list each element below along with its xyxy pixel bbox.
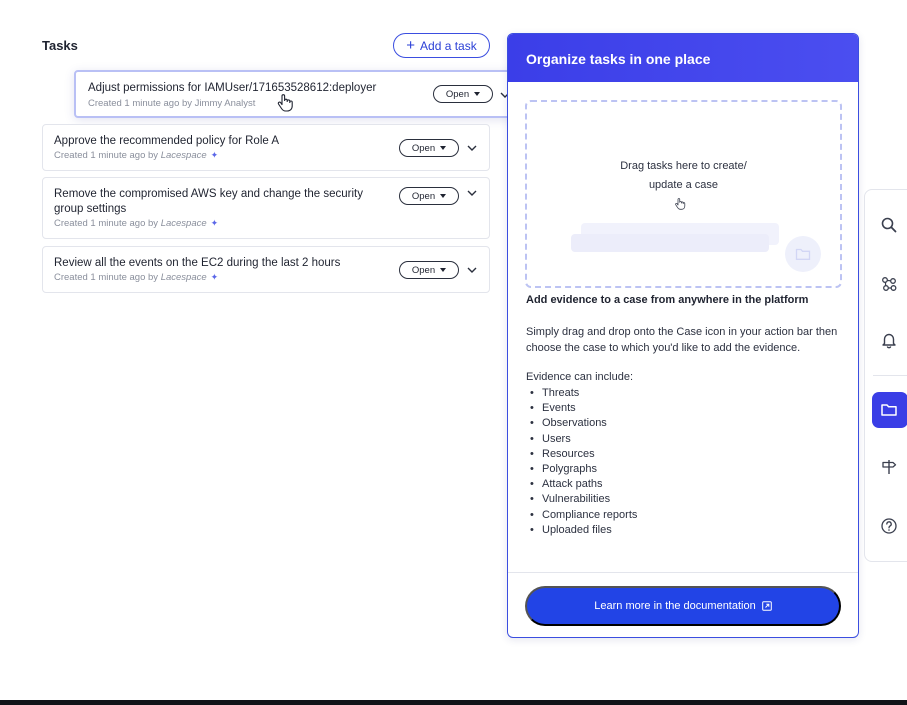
sparkle-icon: ✦ xyxy=(210,150,219,160)
list-item: • Uploaded files xyxy=(526,523,637,538)
sparkle-icon: ✦ xyxy=(210,218,219,228)
task-title: Review all the events on the EC2 during the last 2 hours xyxy=(54,257,341,269)
task-meta: Created 1 minute ago by Lacespace ✦ xyxy=(54,150,219,161)
divider xyxy=(508,572,858,573)
task-card[interactable] xyxy=(42,124,490,171)
chevron-down-icon[interactable] xyxy=(466,264,478,276)
status-dropdown[interactable] xyxy=(399,139,459,157)
external-link-icon xyxy=(762,601,772,611)
status-label: Open xyxy=(411,142,436,154)
folder-icon[interactable] xyxy=(880,401,898,419)
list-item: • Observations xyxy=(526,416,637,431)
list-item: • Polygraphs xyxy=(526,462,637,477)
signpost-icon[interactable] xyxy=(880,458,898,476)
task-card[interactable] xyxy=(42,246,490,293)
help-icon[interactable] xyxy=(880,517,898,535)
sparkle-icon: ✦ xyxy=(210,272,219,282)
status-label: Open xyxy=(411,190,436,202)
search-icon[interactable] xyxy=(880,216,898,234)
folder-icon xyxy=(785,236,821,272)
divider xyxy=(873,375,907,376)
caret-down-icon xyxy=(474,92,480,96)
evidence-description: Simply drag and drop onto the Case icon in your action bar then choose the case to which you'd like to add the evidence. xyxy=(526,326,838,354)
chevron-down-icon[interactable] xyxy=(466,187,478,199)
task-meta: Created 1 minute ago by Lacespace ✦ xyxy=(54,272,219,283)
list-item: • Threats xyxy=(526,386,637,401)
task-card[interactable] xyxy=(42,177,490,239)
hand-icon xyxy=(674,197,686,211)
status-label: Open xyxy=(445,88,470,100)
hand-cursor-icon xyxy=(276,93,294,113)
plus-icon: + xyxy=(406,36,416,54)
task-meta: Created 1 minute ago by Jimmy Analyst xyxy=(88,98,256,109)
ghost-task-card xyxy=(571,234,769,252)
status-label: Open xyxy=(411,264,436,276)
learn-more-label: Learn more in the documentation xyxy=(594,600,756,612)
status-dropdown[interactable] xyxy=(399,261,459,279)
task-title: Adjust permissions for IAMUser/171653528612:deployer xyxy=(88,82,377,94)
list-item: • Resources xyxy=(526,447,637,462)
organize-panel xyxy=(507,33,859,638)
action-bar xyxy=(864,189,907,562)
add-task-label: Add a task xyxy=(420,38,477,53)
bell-icon[interactable] xyxy=(880,331,898,349)
panel-title: Organize tasks in one place xyxy=(508,34,858,82)
evidence-intro: Evidence can include: xyxy=(526,371,634,383)
caret-down-icon xyxy=(440,146,446,150)
learn-more-button[interactable] xyxy=(525,586,841,626)
status-dropdown[interactable] xyxy=(433,85,493,103)
case-drop-zone[interactable] xyxy=(525,100,842,288)
graph-nodes-icon[interactable] xyxy=(880,275,898,293)
tasks-title: Tasks xyxy=(42,38,78,53)
add-task-button[interactable] xyxy=(393,33,490,58)
evidence-heading: Add evidence to a case from anywhere in the platform xyxy=(526,294,809,306)
task-title: Remove the compromised AWS key and change the security group settings xyxy=(54,188,363,215)
chevron-down-icon[interactable] xyxy=(466,142,478,154)
drop-zone-text: Drag tasks here to create/ update a case xyxy=(620,160,747,191)
caret-down-icon xyxy=(440,194,446,198)
list-item: • Compliance reports xyxy=(526,508,637,523)
task-meta: Created 1 minute ago by Lacespace ✦ xyxy=(54,218,219,229)
list-item: • Users xyxy=(526,432,637,447)
list-item: • Vulnerabilities xyxy=(526,492,637,507)
task-title: Approve the recommended policy for Role A xyxy=(54,135,280,147)
evidence-list xyxy=(526,386,637,538)
caret-down-icon xyxy=(440,268,446,272)
status-dropdown[interactable] xyxy=(399,187,459,205)
list-item: • Events xyxy=(526,401,637,416)
list-item: • Attack paths xyxy=(526,477,637,492)
task-card-dragging[interactable] xyxy=(74,70,523,118)
bottom-border xyxy=(0,700,907,705)
